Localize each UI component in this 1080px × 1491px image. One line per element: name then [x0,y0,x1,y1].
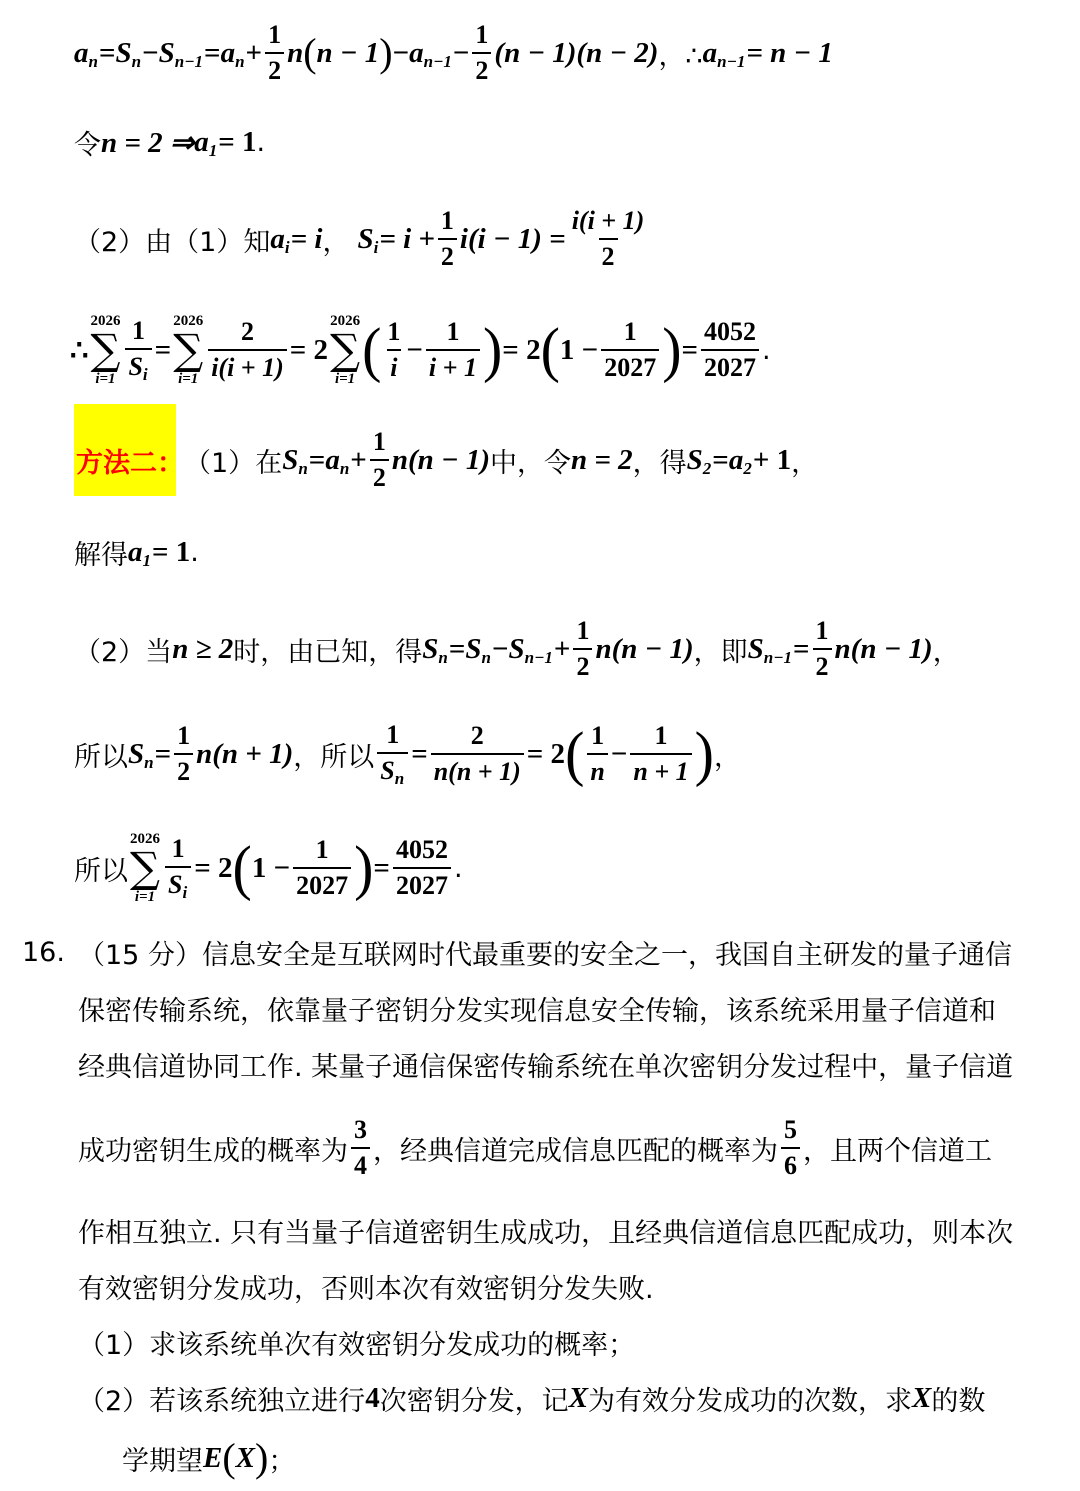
question-1: （1）求该系统单次有效密钥分发成功的概率； [78,1329,636,1361]
problem-16-line-1: 16. （15 分）信息安全是互联网时代最重要的安全之一，我国自主研发的量子通信 [22,936,1012,971]
derivation-line-3: （2）由（1）知 a i = i ， S i = i + $\frac{1}{2}$ i(i − 1) = $\frac{i(i + 1)}{2}$ [74,200,650,278]
problem-16-line-5: 作相互独立. 只有当量子信道密钥生成成功，且经典信道信息匹配成功，则本次 [78,1217,1014,1249]
derivation-line-2: 令 n = 2 ⇒ a 1 = 1 . [74,125,266,161]
method-two-label: 方法二： [76,447,184,479]
fraction-half: $\frac{1}{2}$ [472,18,491,88]
summation-symbol: 2026 ∑ i=1 [173,313,204,387]
method-two-line: 方法二： （1）在 S n = a n + $\frac{1}{2}$ n(n − 1) 中，令 n = 2 ，得 S 2 = a 2 + 1 ， [76,420,818,500]
sum-line: ∴ 2026 ∑ i=1 $\frac{1}{Si}$ = 2026 ∑ i=1 $\frac{2}{i(i + 1)}$ = 2 2026 ∑ i=1 ( $\frac{1}{i}$ − $\frac{1}{i + 1}$ ) = 2 ( 1 − $\frac{1}{2027}$ ) = $\frac{4052}{2027}$ . [70,313,771,387]
fraction-half: $\frac{1}{2}$ [265,18,284,88]
probability-three-quarters: $\frac{3}{4}$ [351,1113,370,1183]
problem-16-line-2: 保密传输系统，依靠量子密钥分发实现信息安全传输，该系统采用量子信道和 [78,995,996,1027]
result-fraction: $\frac{4052}{2027}$ [701,315,759,385]
math-a: a [74,36,89,69]
summation-symbol: 2026 ∑ i=1 [330,313,361,387]
fraction-si: $\frac{i(i + 1)}{2}$ [569,204,648,274]
question-2: （2）若该系统独立进行 4 次密钥分发，记 X 为有效分发成功的次数，求 X 的数 [78,1381,986,1417]
question-2-continued: 学期望 E ( X ) ； [122,1435,296,1480]
derivation-line-1: a n = S n − S n−1 = a n + $\frac{1}{2}$ n ( n − 1 ) − a n−1 − $\frac{1}{2}$ (n − 1) (n − 2) ，∴ a n−1 = n − 1 [74,20,833,86]
summation-symbol: 2026 ∑ i=1 [90,313,121,387]
derivation-line-6: 解得 a 1 = 1 . [74,535,199,571]
derivation-line-8: 所以 S n = $\frac{1}{2}$ n(n + 1) ，所以 $\frac{1}{Sn}$ = $\frac{2}{n(n + 1)}$ = 2 ( $\frac{1}{n}$ − $\frac{1}{n + 1}$ ) ， [74,712,741,796]
problem-number: 16. [22,936,65,968]
problem-16-line-4: 成功密钥生成的概率为 $\frac{3}{4}$ ，经典信道完成信息匹配的概率为 $\frac{5}{6}$ ，且两个信道工 [78,1108,992,1188]
derivation-line-7: （2）当 n ≥ 2 时，由已知，得 S n = S n − S n−1 + $\frac{1}{2}$ n(n − 1) ，即 S n−1 = $\frac{1}{2}$ n(n − 1) ， [74,610,960,688]
result-fraction: $\frac{4052}{2027}$ [393,833,451,903]
derivation-line-9: 所以 2026 ∑ i=1 $\frac{1}{Si}$ = 2 ( 1 − $\frac{1}{2027}$ ) = $\frac{4052}{2027}$ . [74,831,463,905]
fraction-half: $\frac{1}{2}$ [438,204,457,274]
probability-five-sixths: $\frac{5}{6}$ [781,1113,800,1183]
problem-16-line-3: 经典信道协同工作. 某量子通信保密传输系统在单次密钥分发过程中，量子信道 [78,1051,1014,1083]
problem-16-line-6: 有效密钥分发成功，否则本次有效密钥分发失败. [78,1273,654,1305]
summation-symbol: 2026 ∑ i=1 [130,831,160,905]
